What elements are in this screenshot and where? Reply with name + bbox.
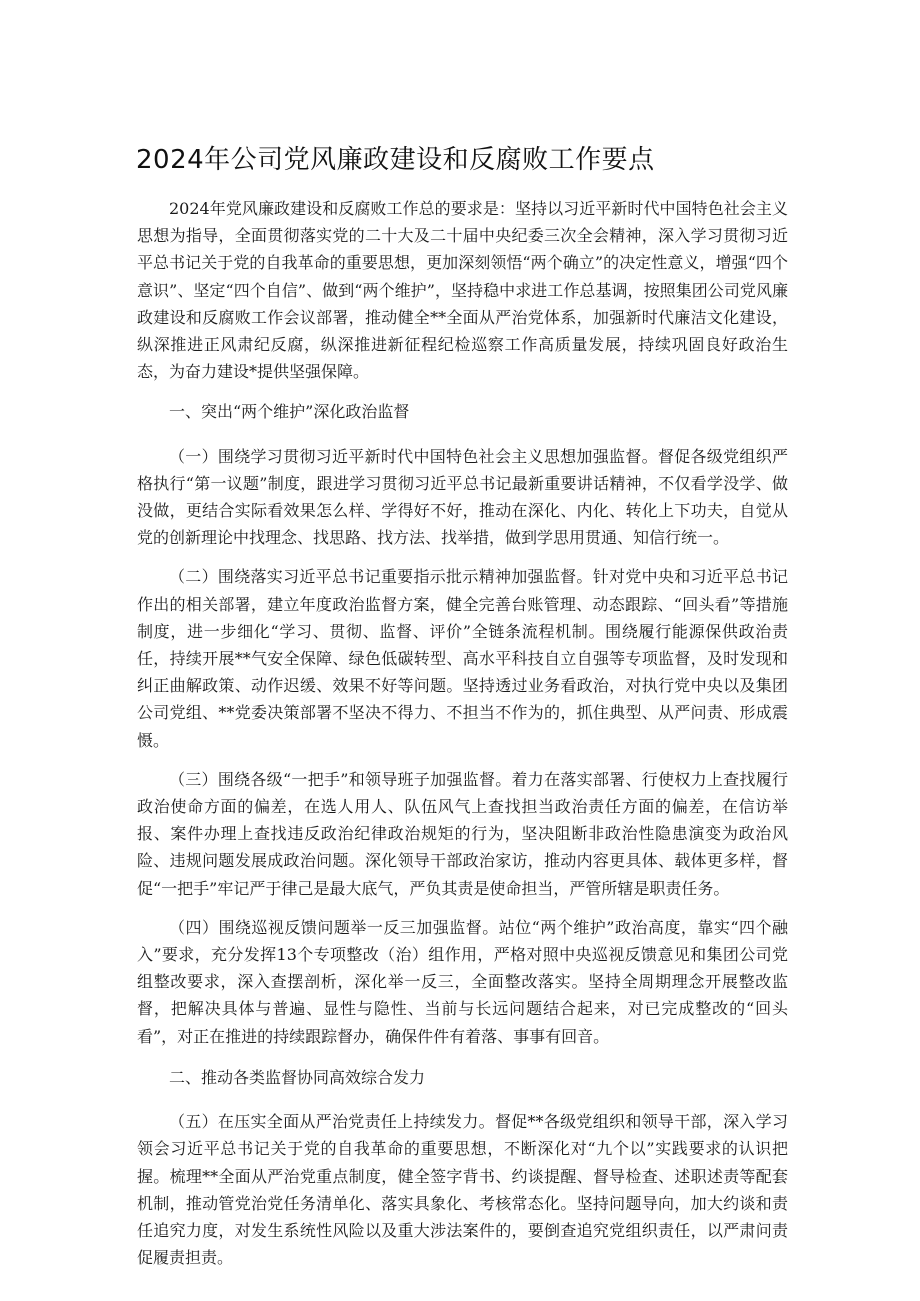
section-1-heading: 一、突出“两个维护”深化政治监督: [169, 402, 410, 422]
section-1-item-2: （二）围绕落实习近平总书记重要指示批示精神加强监督。针对党中央和习近平总书记作出的相关部署，建立年度政治监督方案，健全完善台账管理、动态跟踪、“回头看”等措施制度，进一步细化“学习、贯彻、监督、评价”全链条流程机制。围绕履行能源保供政治责任，持续开展**气安全保障、绿色低碳转型、高水平科技自立自强等专项监督，及时发现和纠正曲解政策、动作迟缓、效果不好等问题。坚持透过业务看政治，对执行党中央以及集团公司党组、**党委决策部署不坚决不得力、不担当不作为的，抓住典型、从严问责、形成震慑。: [137, 567, 788, 750]
intro-paragraph: 2024年党风廉政建设和反腐败工作总的要求是：坚持以习近平新时代中国特色社会主义思想为指导，全面贯彻落实党的二十大及二十届中央纪委三次全会精神，深入学习贯彻习近平总书记关于党的自我革命的重要思想，更加深刻领悟“两个确立”的决定性意义，增强“四个意识”、坚定“四个自信”、做到“两个维护”，坚持稳中求进工作总基调，按照集团公司党风廉政建设和反腐败工作会议部署，推动健全**全面从严治党体系，加强新时代廉洁文化建设，纵深推进正风肃纪反腐，纵深推进新征程纪检巡察工作高质量发展，持续巩固良好政治生态，为奋力建设*提供坚强保障。: [137, 199, 788, 382]
section-1-item-3: （三）围绕各级“一把手”和领导班子加强监督。着力在落实部署、行使权力上查找履行政治使命方面的偏差，在选人用人、队伍风气上查找担当政治责任方面的偏差，在信访举报、案件办理上查找违反政治纪律政治规矩的行为，坚决阻断非政治性隐患演变为政治风险、违规问题发展成政治问题。深化领导干部政治家访，推动内容更具体、载体更多样，督促“一把手”牢记严于律己是最大底气，严负其责是使命担当，严管所辖是职责任务。: [137, 769, 788, 898]
section-2-item-5: （五）在压实全面从严治党责任上持续发力。督促**各级党组织和领导干部，深入学习领会习近平总书记关于党的自我革命的重要思想，不断深化对“九个以”实践要求的认识把握。梳理**全面从严治党重点制度，健全签字背书、约谈提醒、督导检查、述职述责等配套机制，推动管党治党任务清单化、落实具象化、考核常态化。坚持问题导向，加大约谈和责任追究力度，对发生系统性风险以及重大涉法案件的，要倒查追究党组织责任，以严肃问责促履责担责。: [137, 1112, 788, 1268]
section-2-heading: 二、推动各类监督协同高效综合发力: [169, 1067, 426, 1087]
section-1-item-4: （四）围绕巡视反馈问题举一反三加强监督。站位“两个维护”政治高度，靠实“四个融入”要求，充分发挥13个专项整改（治）组作用，严格对照中央巡视反馈意见和集团公司党组整改要求，深入查摆剖析，深化举一反三，全面整改落实。坚持全周期理念开展整改监督，把解决具体与普遍、显性与隐性、当前与长远问题结合起来，对已完成整改的“回头看”，对正在推进的持续跟踪督办，确保件件有着落、事事有回音。: [137, 917, 788, 1046]
section-1-item-1: （一）围绕学习贯彻习近平新时代中国特色社会主义思想加强监督。督促各级党组织严格执行“第一议题”制度，跟进学习贯彻习近平总书记最新重要讲话精神，不仅看学没学、做没做，更结合实际看效果怎么样、学得好不好，推动在深化、内化、转化上下功夫，自觉从党的创新理论中找理念、找思路、找方法、找举措，做到学思用贯通、知信行统一。: [137, 446, 788, 548]
document-title: 2024年公司党风廉政建设和反腐败工作要点: [136, 145, 655, 175]
document-body: [137, 195, 788, 1283]
